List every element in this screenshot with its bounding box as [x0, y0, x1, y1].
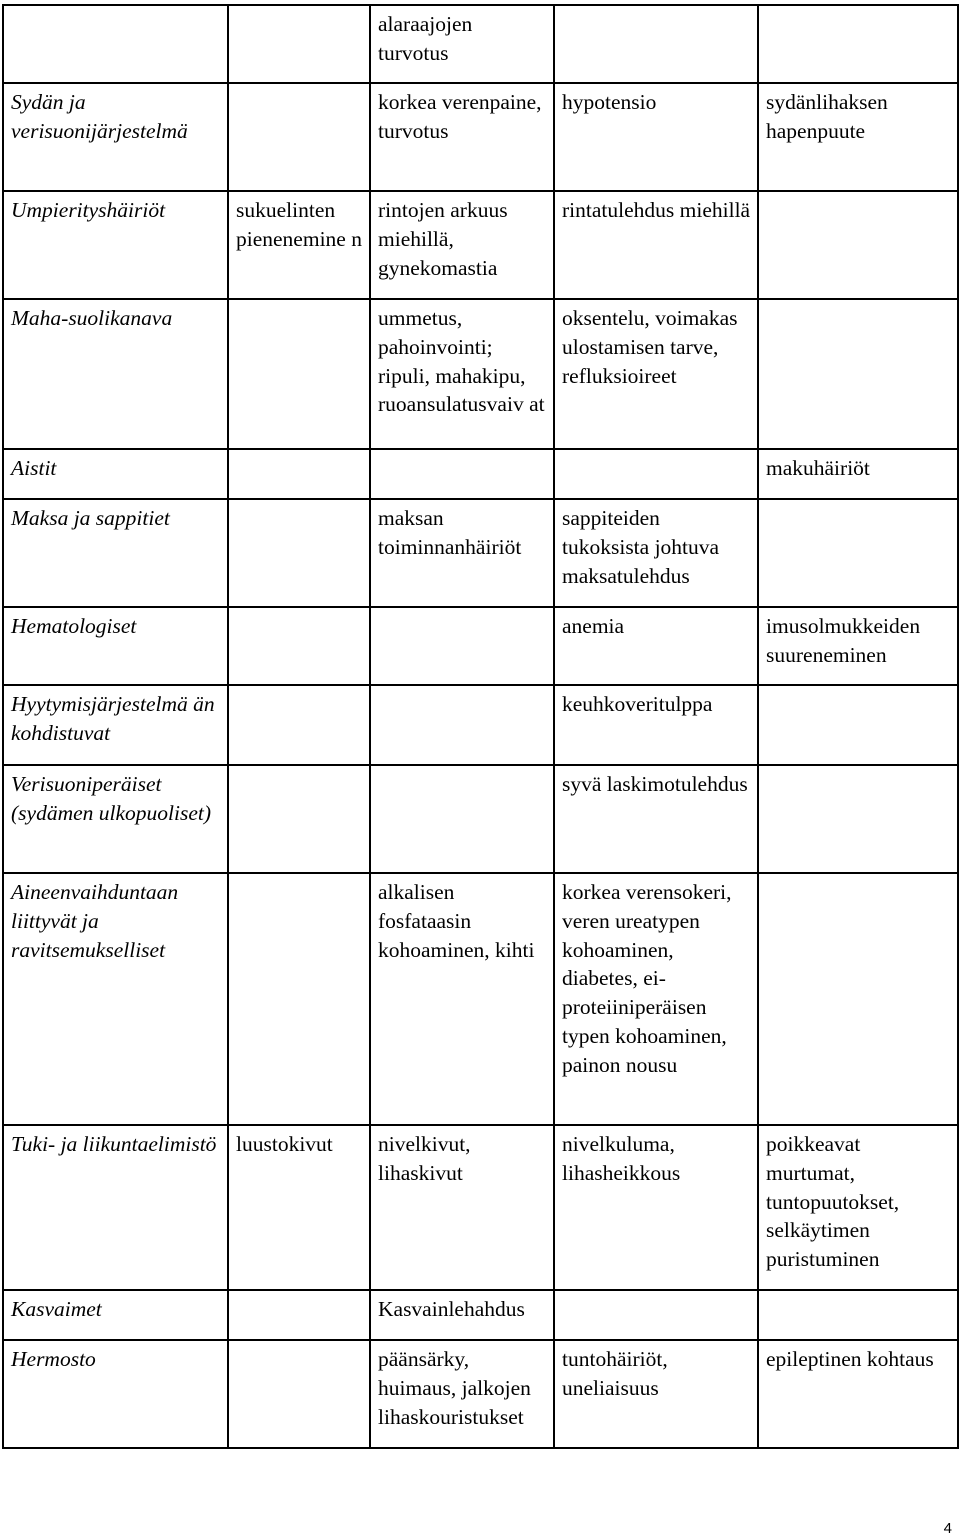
table-cell	[228, 299, 370, 449]
row-header-cell	[3, 5, 228, 83]
table-cell: anemia	[554, 607, 758, 685]
table-cell: makuhäiriöt	[758, 449, 958, 499]
table-cell	[758, 5, 958, 83]
table-cell	[228, 5, 370, 83]
table-row	[3, 1290, 958, 1340]
table-cell: luustokivut	[228, 1125, 370, 1290]
table-cell: nivelkivut, lihaskivut	[370, 1125, 554, 1290]
table-cell	[228, 607, 370, 685]
row-header-cell: Sydän ja verisuonijärjestelmä	[3, 83, 228, 191]
table-cell: keuhkoveritulppa	[554, 685, 758, 765]
row-header-cell: Umpierityshäiriöt	[3, 191, 228, 299]
row-header-cell: Aistit	[3, 449, 228, 499]
table-cell: epileptinen kohtaus	[758, 1340, 958, 1448]
page-number: 4	[943, 1520, 952, 1537]
table-cell: hypotensio	[554, 83, 758, 191]
table-cell	[228, 1340, 370, 1448]
table-cell	[758, 685, 958, 765]
table-cell: syvä laskimotulehdus	[554, 765, 758, 873]
table-cell	[758, 873, 958, 1125]
table-cell: korkea verenpaine, turvotus	[370, 83, 554, 191]
table-cell	[554, 1290, 758, 1340]
table-cell: oksentelu, voimakas ulostamisen tarve, refluksioireet	[554, 299, 758, 449]
table-cell: sappiteiden tukoksista johtuva maksatulehdus	[554, 499, 758, 607]
table-cell: alaraajojen turvotus	[370, 5, 554, 83]
table-cell	[228, 449, 370, 499]
table-cell	[370, 607, 554, 685]
table-row	[3, 499, 958, 607]
table-row	[3, 607, 958, 685]
row-header-cell: Aineenvaihduntaan liittyvät ja ravitsemukselliset	[3, 873, 228, 1125]
table-cell	[228, 765, 370, 873]
row-header-cell: Hematologiset	[3, 607, 228, 685]
table-cell	[758, 299, 958, 449]
table-row	[3, 685, 958, 765]
table-cell: poikkeavat murtumat, tuntopuutokset, selkäytimen puristuminen	[758, 1125, 958, 1290]
row-header-cell: Hermosto	[3, 1340, 228, 1448]
table-cell	[228, 83, 370, 191]
row-header-cell: Verisuoniperäiset (sydämen ulkopuoliset)	[3, 765, 228, 873]
table-cell	[228, 873, 370, 1125]
table-row	[3, 1340, 958, 1448]
table-cell: sukuelinten pienenemine n	[228, 191, 370, 299]
table-cell: rintojen arkuus miehillä, gynekomastia	[370, 191, 554, 299]
table-cell	[758, 1290, 958, 1340]
table-cell	[758, 191, 958, 299]
row-header-cell: Hyytymisjärjestelmä än kohdistuvat	[3, 685, 228, 765]
table-cell: korkea verensokeri, veren ureatypen kohoaminen, diabetes, ei-proteiiniperäisen typen kohoaminen, painon nousu	[554, 873, 758, 1125]
table-cell: sydänlihaksen hapenpuute	[758, 83, 958, 191]
row-header-cell: Maksa ja sappitiet	[3, 499, 228, 607]
table-row	[3, 299, 958, 449]
table-cell: Kasvainlehahdus	[370, 1290, 554, 1340]
table-row	[3, 83, 958, 191]
table-row	[3, 191, 958, 299]
side-effects-table	[2, 4, 959, 1449]
table-cell: ummetus, pahoinvointi; ripuli, mahakipu, ruoansulatusvaiv at	[370, 299, 554, 449]
table-cell: päänsärky, huimaus, jalkojen lihaskouristukset	[370, 1340, 554, 1448]
table-cell	[370, 765, 554, 873]
table-cell	[758, 765, 958, 873]
table-cell	[370, 449, 554, 499]
table-row	[3, 1125, 958, 1290]
table-cell: rintatulehdus miehillä	[554, 191, 758, 299]
table-row	[3, 873, 958, 1125]
table-cell	[228, 499, 370, 607]
table-cell	[370, 685, 554, 765]
row-header-cell: Kasvaimet	[3, 1290, 228, 1340]
table-cell: tuntohäiriöt, uneliaisuus	[554, 1340, 758, 1448]
table-cell: imusolmukkeiden suureneminen	[758, 607, 958, 685]
table-cell	[228, 685, 370, 765]
table-cell	[758, 499, 958, 607]
table-cell: alkalisen fosfataasin kohoaminen, kihti	[370, 873, 554, 1125]
table-cell	[228, 1290, 370, 1340]
table-row	[3, 5, 958, 83]
row-header-cell: Maha-suolikanava	[3, 299, 228, 449]
table-row	[3, 765, 958, 873]
table-cell	[554, 5, 758, 83]
table-cell	[554, 449, 758, 499]
table-row	[3, 449, 958, 499]
table-cell: nivelkuluma, lihasheikkous	[554, 1125, 758, 1290]
row-header-cell: Tuki- ja liikuntaelimistö	[3, 1125, 228, 1290]
table-cell: maksan toiminnanhäiriöt	[370, 499, 554, 607]
